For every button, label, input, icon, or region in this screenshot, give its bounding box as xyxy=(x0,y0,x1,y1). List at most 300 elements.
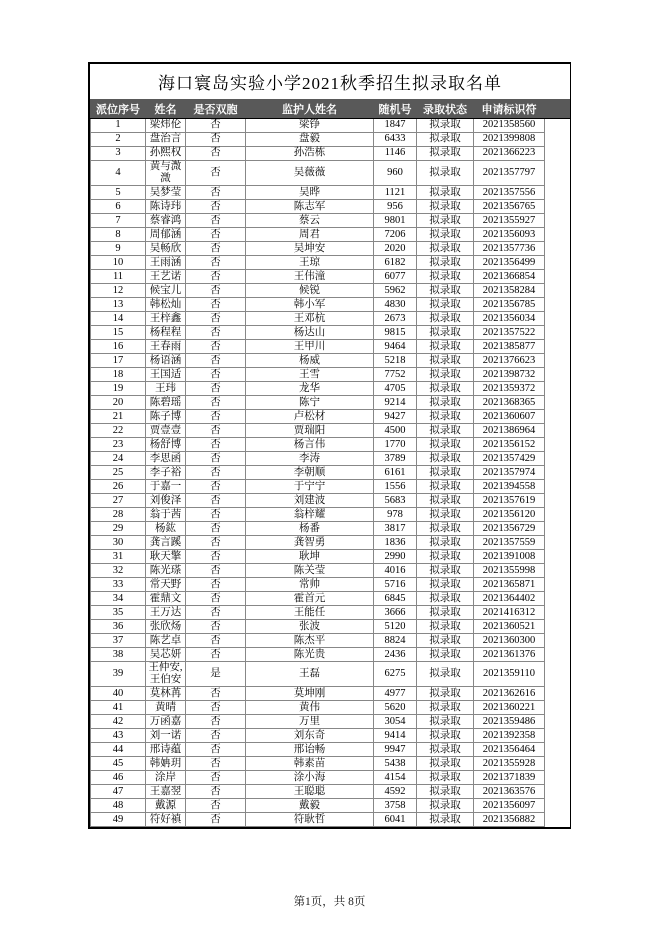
cell-app-id: 2021398732 xyxy=(474,368,545,382)
cell-name: 吴梦莹 xyxy=(146,186,186,200)
cell-name: 陈诗玮 xyxy=(146,200,186,214)
cell-guardian: 韩小军 xyxy=(246,298,374,312)
cell-random: 1847 xyxy=(374,119,417,133)
cell-seq: 8 xyxy=(91,228,146,242)
cell-status: 拟录取 xyxy=(417,743,474,757)
cell-status: 拟录取 xyxy=(417,147,474,161)
cell-twin: 否 xyxy=(186,186,246,200)
table-row xyxy=(91,620,570,634)
table-row xyxy=(91,312,570,326)
cell-guardian: 李朝顺 xyxy=(246,466,374,480)
cell-guardian: 王邓杭 xyxy=(246,312,374,326)
cell-app-id: 2021358284 xyxy=(474,284,545,298)
cell-status: 拟录取 xyxy=(417,354,474,368)
cell-seq: 34 xyxy=(91,592,146,606)
cell-random: 4154 xyxy=(374,771,417,785)
table-row xyxy=(91,522,570,536)
cell-twin: 否 xyxy=(186,715,246,729)
table-row xyxy=(91,494,570,508)
cell-twin: 否 xyxy=(186,424,246,438)
cell-status: 拟录取 xyxy=(417,648,474,662)
cell-guardian: 王能任 xyxy=(246,606,374,620)
cell-seq: 43 xyxy=(91,729,146,743)
cell-twin: 否 xyxy=(186,147,246,161)
cell-guardian: 常帅 xyxy=(246,578,374,592)
cell-seq: 30 xyxy=(91,536,146,550)
table-row xyxy=(91,715,570,729)
cell-status: 拟录取 xyxy=(417,452,474,466)
cell-random: 6275 xyxy=(374,662,417,687)
table-row xyxy=(91,200,570,214)
cell-random: 7752 xyxy=(374,368,417,382)
column-header-name: 姓名 xyxy=(146,100,186,119)
cell-guardian: 符耿哲 xyxy=(246,813,374,827)
cell-random: 9815 xyxy=(374,326,417,340)
cell-random: 6041 xyxy=(374,813,417,827)
cell-seq: 22 xyxy=(91,424,146,438)
cell-name: 周郁涵 xyxy=(146,228,186,242)
table-row xyxy=(91,564,570,578)
cell-empty xyxy=(545,771,570,785)
table-row xyxy=(91,119,570,133)
cell-twin: 否 xyxy=(186,242,246,256)
cell-guardian: 翁梓耀 xyxy=(246,508,374,522)
cell-app-id: 2021358560 xyxy=(474,119,545,133)
cell-app-id: 2021355927 xyxy=(474,214,545,228)
cell-twin: 是 xyxy=(186,662,246,687)
column-header-empty xyxy=(545,100,570,119)
cell-random: 4830 xyxy=(374,298,417,312)
cell-guardian: 王雪 xyxy=(246,368,374,382)
cell-random: 9801 xyxy=(374,214,417,228)
table-row xyxy=(91,606,570,620)
cell-status: 拟录取 xyxy=(417,536,474,550)
cell-status: 拟录取 xyxy=(417,161,474,186)
cell-status: 拟录取 xyxy=(417,284,474,298)
cell-app-id: 2021357559 xyxy=(474,536,545,550)
cell-status: 拟录取 xyxy=(417,564,474,578)
cell-twin: 否 xyxy=(186,564,246,578)
table-row xyxy=(91,326,570,340)
cell-random: 4705 xyxy=(374,382,417,396)
column-header-status: 录取状态 xyxy=(417,100,474,119)
cell-empty xyxy=(545,228,570,242)
cell-seq: 40 xyxy=(91,687,146,701)
cell-app-id: 2021376623 xyxy=(474,354,545,368)
cell-name: 霍鼎文 xyxy=(146,592,186,606)
cell-guardian: 耿坤 xyxy=(246,550,374,564)
cell-app-id: 2021356093 xyxy=(474,228,545,242)
cell-name: 翁于茜 xyxy=(146,508,186,522)
cell-random: 5716 xyxy=(374,578,417,592)
cell-random: 6077 xyxy=(374,270,417,284)
cell-name: 杨鈜 xyxy=(146,522,186,536)
cell-name: 李子裕 xyxy=(146,466,186,480)
column-header-app-id: 申请标识符 xyxy=(474,100,545,119)
cell-empty xyxy=(545,340,570,354)
cell-guardian: 梁铮 xyxy=(246,119,374,133)
cell-name: 韩姌玥 xyxy=(146,757,186,771)
cell-guardian: 万里 xyxy=(246,715,374,729)
cell-seq: 29 xyxy=(91,522,146,536)
cell-random: 5683 xyxy=(374,494,417,508)
cell-status: 拟录取 xyxy=(417,508,474,522)
cell-twin: 否 xyxy=(186,410,246,424)
cell-random: 3789 xyxy=(374,452,417,466)
cell-app-id: 2021363576 xyxy=(474,785,545,799)
cell-random: 1556 xyxy=(374,480,417,494)
cell-status: 拟录取 xyxy=(417,382,474,396)
table-header-row xyxy=(91,100,570,119)
cell-random: 9214 xyxy=(374,396,417,410)
cell-name: 邢诗蕴 xyxy=(146,743,186,757)
cell-empty xyxy=(545,382,570,396)
cell-twin: 否 xyxy=(186,729,246,743)
table-row xyxy=(91,771,570,785)
cell-empty xyxy=(545,634,570,648)
cell-name: 贾壹壹 xyxy=(146,424,186,438)
cell-twin: 否 xyxy=(186,382,246,396)
table-row xyxy=(91,161,570,186)
cell-name: 万函嘉 xyxy=(146,715,186,729)
cell-app-id: 2021360300 xyxy=(474,634,545,648)
cell-app-id: 2021366223 xyxy=(474,147,545,161)
cell-name: 刘一诺 xyxy=(146,729,186,743)
table-row xyxy=(91,634,570,648)
cell-empty xyxy=(545,298,570,312)
cell-app-id: 2021357522 xyxy=(474,326,545,340)
cell-seq: 2 xyxy=(91,133,146,147)
table-row xyxy=(91,799,570,813)
table-row xyxy=(91,687,570,701)
cell-random: 1121 xyxy=(374,186,417,200)
cell-guardian: 刘东奇 xyxy=(246,729,374,743)
cell-empty xyxy=(545,564,570,578)
table-row xyxy=(91,382,570,396)
table-row xyxy=(91,270,570,284)
cell-name: 王梓鑫 xyxy=(146,312,186,326)
cell-empty xyxy=(545,242,570,256)
cell-guardian: 陈关莹 xyxy=(246,564,374,578)
cell-guardian: 杨达山 xyxy=(246,326,374,340)
cell-status: 拟录取 xyxy=(417,326,474,340)
table-row xyxy=(91,785,570,799)
cell-random: 4016 xyxy=(374,564,417,578)
cell-app-id: 2021357974 xyxy=(474,466,545,480)
cell-seq: 21 xyxy=(91,410,146,424)
cell-status: 拟录取 xyxy=(417,522,474,536)
cell-empty xyxy=(545,592,570,606)
cell-guardian: 杨番 xyxy=(246,522,374,536)
cell-guardian: 邢诒畅 xyxy=(246,743,374,757)
cell-twin: 否 xyxy=(186,701,246,715)
cell-seq: 32 xyxy=(91,564,146,578)
cell-random: 2436 xyxy=(374,648,417,662)
cell-twin: 否 xyxy=(186,687,246,701)
table-row xyxy=(91,354,570,368)
cell-status: 拟录取 xyxy=(417,340,474,354)
cell-status: 拟录取 xyxy=(417,480,474,494)
cell-seq: 33 xyxy=(91,578,146,592)
admission-table xyxy=(90,64,570,827)
cell-name: 王国适 xyxy=(146,368,186,382)
cell-app-id: 2021357619 xyxy=(474,494,545,508)
cell-seq: 15 xyxy=(91,326,146,340)
cell-name: 王春雨 xyxy=(146,340,186,354)
cell-empty xyxy=(545,368,570,382)
table-row xyxy=(91,743,570,757)
table-row xyxy=(91,648,570,662)
cell-name: 孙熙权 xyxy=(146,147,186,161)
cell-seq: 37 xyxy=(91,634,146,648)
cell-guardian: 陈志军 xyxy=(246,200,374,214)
table-row xyxy=(91,466,570,480)
cell-guardian: 陈宁 xyxy=(246,396,374,410)
cell-seq: 7 xyxy=(91,214,146,228)
cell-status: 拟录取 xyxy=(417,771,474,785)
cell-empty xyxy=(545,147,570,161)
cell-empty xyxy=(545,354,570,368)
cell-app-id: 2021357429 xyxy=(474,452,545,466)
cell-status: 拟录取 xyxy=(417,729,474,743)
cell-twin: 否 xyxy=(186,634,246,648)
cell-empty xyxy=(545,606,570,620)
cell-app-id: 2021385877 xyxy=(474,340,545,354)
cell-guardian: 王甲川 xyxy=(246,340,374,354)
cell-twin: 否 xyxy=(186,578,246,592)
cell-app-id: 2021394558 xyxy=(474,480,545,494)
cell-twin: 否 xyxy=(186,536,246,550)
cell-name: 蔡睿鸿 xyxy=(146,214,186,228)
cell-name: 黄晴 xyxy=(146,701,186,715)
column-header-twin: 是否双胞 xyxy=(186,100,246,119)
cell-seq: 24 xyxy=(91,452,146,466)
cell-guardian: 龙华 xyxy=(246,382,374,396)
cell-seq: 23 xyxy=(91,438,146,452)
cell-status: 拟录取 xyxy=(417,410,474,424)
cell-app-id: 2021355928 xyxy=(474,757,545,771)
cell-twin: 否 xyxy=(186,368,246,382)
table-row xyxy=(91,424,570,438)
table-row xyxy=(91,340,570,354)
cell-empty xyxy=(545,161,570,186)
cell-name: 杨语涵 xyxy=(146,354,186,368)
cell-random: 4592 xyxy=(374,785,417,799)
cell-guardian: 戴毅 xyxy=(246,799,374,813)
cell-random: 5438 xyxy=(374,757,417,771)
cell-name: 刘俊泽 xyxy=(146,494,186,508)
table-row xyxy=(91,508,570,522)
table-row xyxy=(91,368,570,382)
cell-name: 张欣炀 xyxy=(146,620,186,634)
cell-empty xyxy=(545,813,570,827)
cell-empty xyxy=(545,452,570,466)
cell-name: 常天野 xyxy=(146,578,186,592)
cell-seq: 28 xyxy=(91,508,146,522)
cell-app-id: 2021416312 xyxy=(474,606,545,620)
cell-status: 拟录取 xyxy=(417,242,474,256)
cell-guardian: 于宁宁 xyxy=(246,480,374,494)
cell-seq: 10 xyxy=(91,256,146,270)
cell-seq: 18 xyxy=(91,368,146,382)
cell-status: 拟录取 xyxy=(417,270,474,284)
cell-seq: 9 xyxy=(91,242,146,256)
cell-app-id: 2021356097 xyxy=(474,799,545,813)
cell-app-id: 2021368365 xyxy=(474,396,545,410)
table-row xyxy=(91,214,570,228)
cell-name: 韩松灿 xyxy=(146,298,186,312)
cell-twin: 否 xyxy=(186,214,246,228)
cell-guardian: 王磊 xyxy=(246,662,374,687)
cell-empty xyxy=(545,494,570,508)
cell-random: 4500 xyxy=(374,424,417,438)
cell-seq: 20 xyxy=(91,396,146,410)
cell-status: 拟录取 xyxy=(417,438,474,452)
cell-app-id: 2021356152 xyxy=(474,438,545,452)
cell-empty xyxy=(545,522,570,536)
cell-seq: 44 xyxy=(91,743,146,757)
cell-name: 盘治言 xyxy=(146,133,186,147)
cell-random: 5218 xyxy=(374,354,417,368)
cell-guardian: 张波 xyxy=(246,620,374,634)
cell-twin: 否 xyxy=(186,757,246,771)
cell-seq: 42 xyxy=(91,715,146,729)
column-header-random: 随机号 xyxy=(374,100,417,119)
cell-guardian: 黄伟 xyxy=(246,701,374,715)
cell-empty xyxy=(545,799,570,813)
cell-name: 候宝儿 xyxy=(146,284,186,298)
table-body xyxy=(91,119,570,827)
table-row xyxy=(91,298,570,312)
cell-guardian: 吴薇薇 xyxy=(246,161,374,186)
table-row xyxy=(91,396,570,410)
cell-app-id: 2021359486 xyxy=(474,715,545,729)
cell-random: 5620 xyxy=(374,701,417,715)
cell-empty xyxy=(545,214,570,228)
cell-seq: 31 xyxy=(91,550,146,564)
cell-twin: 否 xyxy=(186,200,246,214)
cell-empty xyxy=(545,757,570,771)
cell-seq: 1 xyxy=(91,119,146,133)
cell-app-id: 2021357797 xyxy=(474,161,545,186)
table-row xyxy=(91,242,570,256)
table-row xyxy=(91,186,570,200)
cell-app-id: 2021356882 xyxy=(474,813,545,827)
table-row xyxy=(91,536,570,550)
cell-seq: 35 xyxy=(91,606,146,620)
table-row xyxy=(91,284,570,298)
cell-empty xyxy=(545,270,570,284)
cell-name: 涂岸 xyxy=(146,771,186,785)
cell-seq: 48 xyxy=(91,799,146,813)
cell-random: 9947 xyxy=(374,743,417,757)
cell-random: 2990 xyxy=(374,550,417,564)
table-row xyxy=(91,480,570,494)
cell-status: 拟录取 xyxy=(417,620,474,634)
column-header-seq: 派位序号 xyxy=(91,100,146,119)
cell-status: 拟录取 xyxy=(417,757,474,771)
cell-guardian: 刘建波 xyxy=(246,494,374,508)
cell-seq: 38 xyxy=(91,648,146,662)
cell-random: 4977 xyxy=(374,687,417,701)
cell-empty xyxy=(545,743,570,757)
cell-random: 9427 xyxy=(374,410,417,424)
cell-status: 拟录取 xyxy=(417,687,474,701)
cell-empty xyxy=(545,785,570,799)
cell-guardian: 周君 xyxy=(246,228,374,242)
cell-random: 5962 xyxy=(374,284,417,298)
cell-empty xyxy=(545,550,570,564)
cell-twin: 否 xyxy=(186,284,246,298)
cell-status: 拟录取 xyxy=(417,578,474,592)
cell-name: 梁炜伦 xyxy=(146,119,186,133)
cell-status: 拟录取 xyxy=(417,228,474,242)
cell-status: 拟录取 xyxy=(417,200,474,214)
cell-empty xyxy=(545,508,570,522)
table-row xyxy=(91,133,570,147)
cell-random: 6433 xyxy=(374,133,417,147)
cell-empty xyxy=(545,662,570,687)
cell-name: 王艺诺 xyxy=(146,270,186,284)
table-row xyxy=(91,662,570,687)
cell-app-id: 2021361376 xyxy=(474,648,545,662)
cell-random: 978 xyxy=(374,508,417,522)
cell-random: 2673 xyxy=(374,312,417,326)
cell-empty xyxy=(545,536,570,550)
cell-guardian: 李涛 xyxy=(246,452,374,466)
cell-empty xyxy=(545,701,570,715)
cell-empty xyxy=(545,438,570,452)
cell-status: 拟录取 xyxy=(417,186,474,200)
cell-twin: 否 xyxy=(186,438,246,452)
cell-random: 960 xyxy=(374,161,417,186)
cell-seq: 36 xyxy=(91,620,146,634)
cell-guardian: 龚智勇 xyxy=(246,536,374,550)
cell-empty xyxy=(545,326,570,340)
cell-app-id: 2021357736 xyxy=(474,242,545,256)
cell-twin: 否 xyxy=(186,785,246,799)
cell-empty xyxy=(545,466,570,480)
cell-guardian: 陈光贵 xyxy=(246,648,374,662)
table-row xyxy=(91,452,570,466)
cell-guardian: 王琼 xyxy=(246,256,374,270)
cell-seq: 41 xyxy=(91,701,146,715)
cell-empty xyxy=(545,480,570,494)
cell-empty xyxy=(545,687,570,701)
cell-twin: 否 xyxy=(186,133,246,147)
cell-random: 6161 xyxy=(374,466,417,480)
cell-empty xyxy=(545,578,570,592)
cell-status: 拟录取 xyxy=(417,634,474,648)
cell-name: 陈子博 xyxy=(146,410,186,424)
cell-name: 王玮 xyxy=(146,382,186,396)
cell-status: 拟录取 xyxy=(417,785,474,799)
cell-twin: 否 xyxy=(186,452,246,466)
cell-guardian: 吴晔 xyxy=(246,186,374,200)
table-row xyxy=(91,256,570,270)
cell-app-id: 2021356765 xyxy=(474,200,545,214)
cell-status: 拟录取 xyxy=(417,606,474,620)
table-row xyxy=(91,813,570,827)
cell-twin: 否 xyxy=(186,799,246,813)
table-row xyxy=(91,147,570,161)
cell-seq: 3 xyxy=(91,147,146,161)
cell-seq: 12 xyxy=(91,284,146,298)
column-header-guardian: 监护人姓名 xyxy=(246,100,374,119)
cell-status: 拟录取 xyxy=(417,424,474,438)
cell-random: 6845 xyxy=(374,592,417,606)
cell-seq: 47 xyxy=(91,785,146,799)
